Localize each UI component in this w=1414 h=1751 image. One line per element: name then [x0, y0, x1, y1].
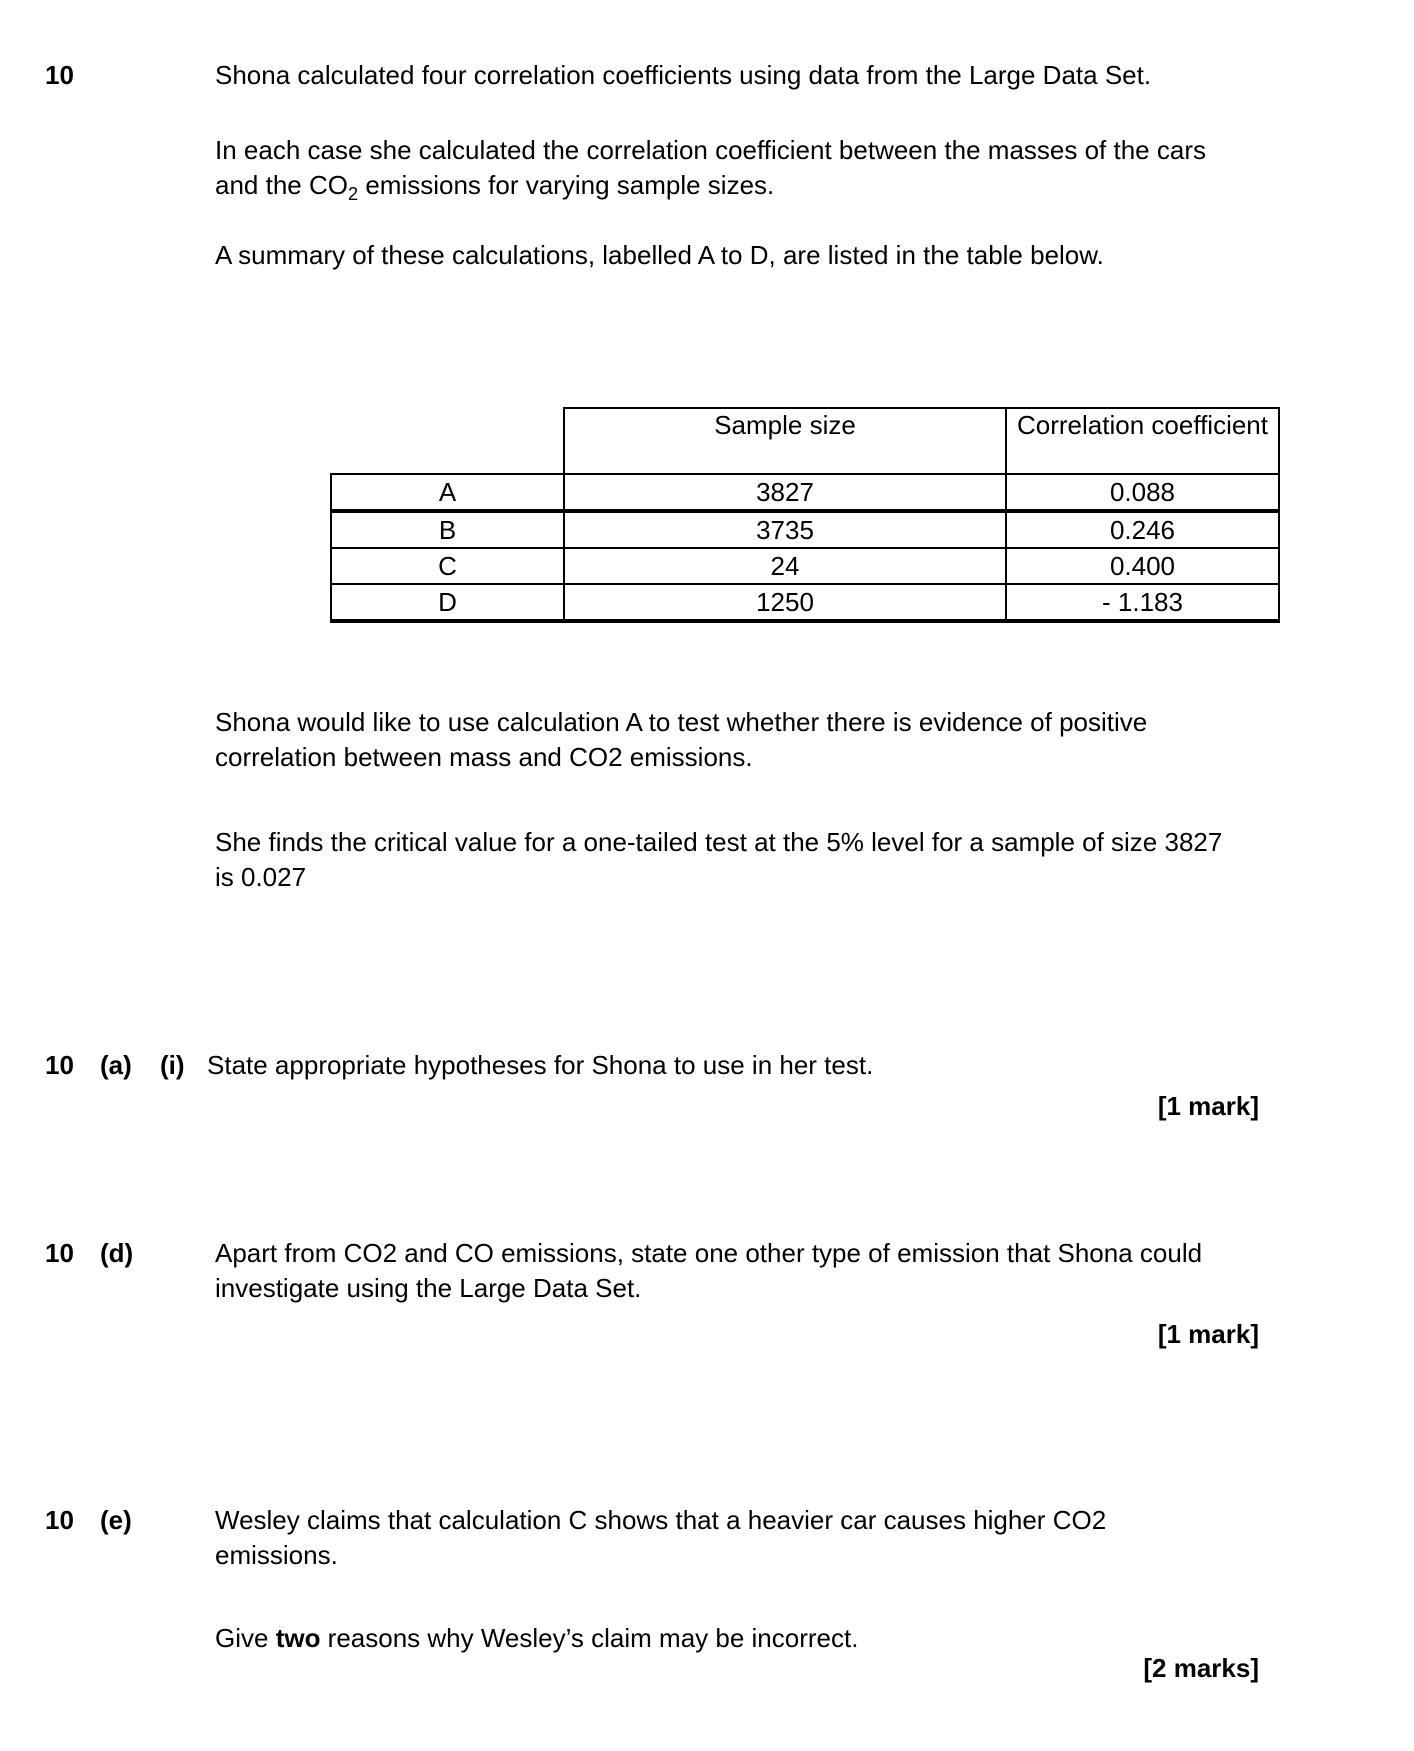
- middle-paragraph-1: [215, 705, 1147, 775]
- part-e-text-line-2: emissions.: [215, 1540, 338, 1570]
- table-row: [331, 511, 1279, 548]
- summary-table: [330, 407, 1280, 623]
- table-row: [331, 548, 1279, 584]
- intro-paragraph-2-line-1: In each case she calculated the correlation coefficient between the masses of the cars: [215, 135, 1206, 165]
- intro-paragraph-1: Shona calculated four correlation coefficients using data from the Large Data Set.: [215, 60, 1152, 90]
- intro-paragraph-2: [215, 133, 1206, 212]
- middle-paragraph-2-line-1: She finds the critical value for a one-tailed test at the 5% level for a sample of size 3827: [215, 827, 1223, 857]
- middle-paragraph-2: [215, 825, 1222, 895]
- row-label: D: [331, 584, 564, 621]
- part-d-question-number: 10: [45, 1238, 74, 1268]
- part-e-text-line-1: Wesley claims that calculation C shows that a heavier car causes higher CO2: [215, 1505, 1107, 1535]
- part-e-marks: [2 marks]: [1143, 1653, 1259, 1683]
- coefficient-value: - 1.183: [1006, 584, 1279, 621]
- part-e-text: [215, 1503, 1106, 1573]
- sample-size-value: 1250: [564, 584, 1006, 621]
- question-number: 10: [45, 60, 74, 90]
- part-e-question-number: 10: [45, 1505, 74, 1535]
- sample-size-value: 3735: [564, 511, 1006, 548]
- middle-paragraph-1-line-2: correlation between mass and CO2 emissions.: [215, 742, 753, 772]
- sample-size-value: 24: [564, 548, 1006, 584]
- part-a-marks: [1 mark]: [1157, 1091, 1259, 1121]
- part-d-marks: [1 mark]: [1157, 1319, 1259, 1349]
- coefficient-value: 0.400: [1006, 548, 1279, 584]
- intro-paragraph-2-line-2: and the $CO_2$ emissions for varying sample sizes.: [215, 170, 775, 205]
- part-a-label: (a): [100, 1050, 132, 1080]
- part-e-label: (e): [100, 1505, 132, 1535]
- co2-subscript: 2: [347, 184, 359, 205]
- table-row: [331, 474, 1279, 511]
- bold-two: two: [275, 1623, 321, 1653]
- coefficient-value: 0.246: [1006, 511, 1279, 548]
- table-row: [331, 584, 1279, 621]
- part-a-question-number: 10: [45, 1050, 74, 1080]
- header-empty-cell: [331, 408, 564, 474]
- row-label: C: [331, 548, 564, 584]
- part-a-subpart-label: (i): [160, 1050, 185, 1080]
- part-d-label: (d): [100, 1238, 134, 1268]
- header-correlation-coefficient: Correlation coefficient: [1006, 408, 1279, 474]
- part-d-text-line-2: investigate using the Large Data Set.: [215, 1273, 642, 1303]
- part-e-give-line: Give two reasons why Wesley’s claim may be incorrect.: [215, 1623, 859, 1653]
- middle-paragraph-2-line-2: is 0.027: [215, 862, 307, 892]
- sample-size-value: 3827: [564, 474, 1006, 511]
- row-label: A: [331, 474, 564, 511]
- part-d-text: [215, 1236, 1202, 1306]
- part-d-text-line-1: Apart from CO2 and CO emissions, state one other type of emission that Shona could: [215, 1238, 1203, 1268]
- row-label: B: [331, 511, 564, 548]
- table-header-row: [331, 408, 1279, 474]
- middle-paragraph-1-line-1: Shona would like to use calculation A to test whether there is evidence of positive: [215, 707, 1148, 737]
- header-sample-size: Sample size: [564, 408, 1006, 474]
- intro-paragraph-3: A summary of these calculations, labelled A to D, are listed in the table below.: [215, 240, 1104, 270]
- coefficient-value: 0.088: [1006, 474, 1279, 511]
- part-a-text: State appropriate hypotheses for Shona to use in her test.: [207, 1050, 874, 1080]
